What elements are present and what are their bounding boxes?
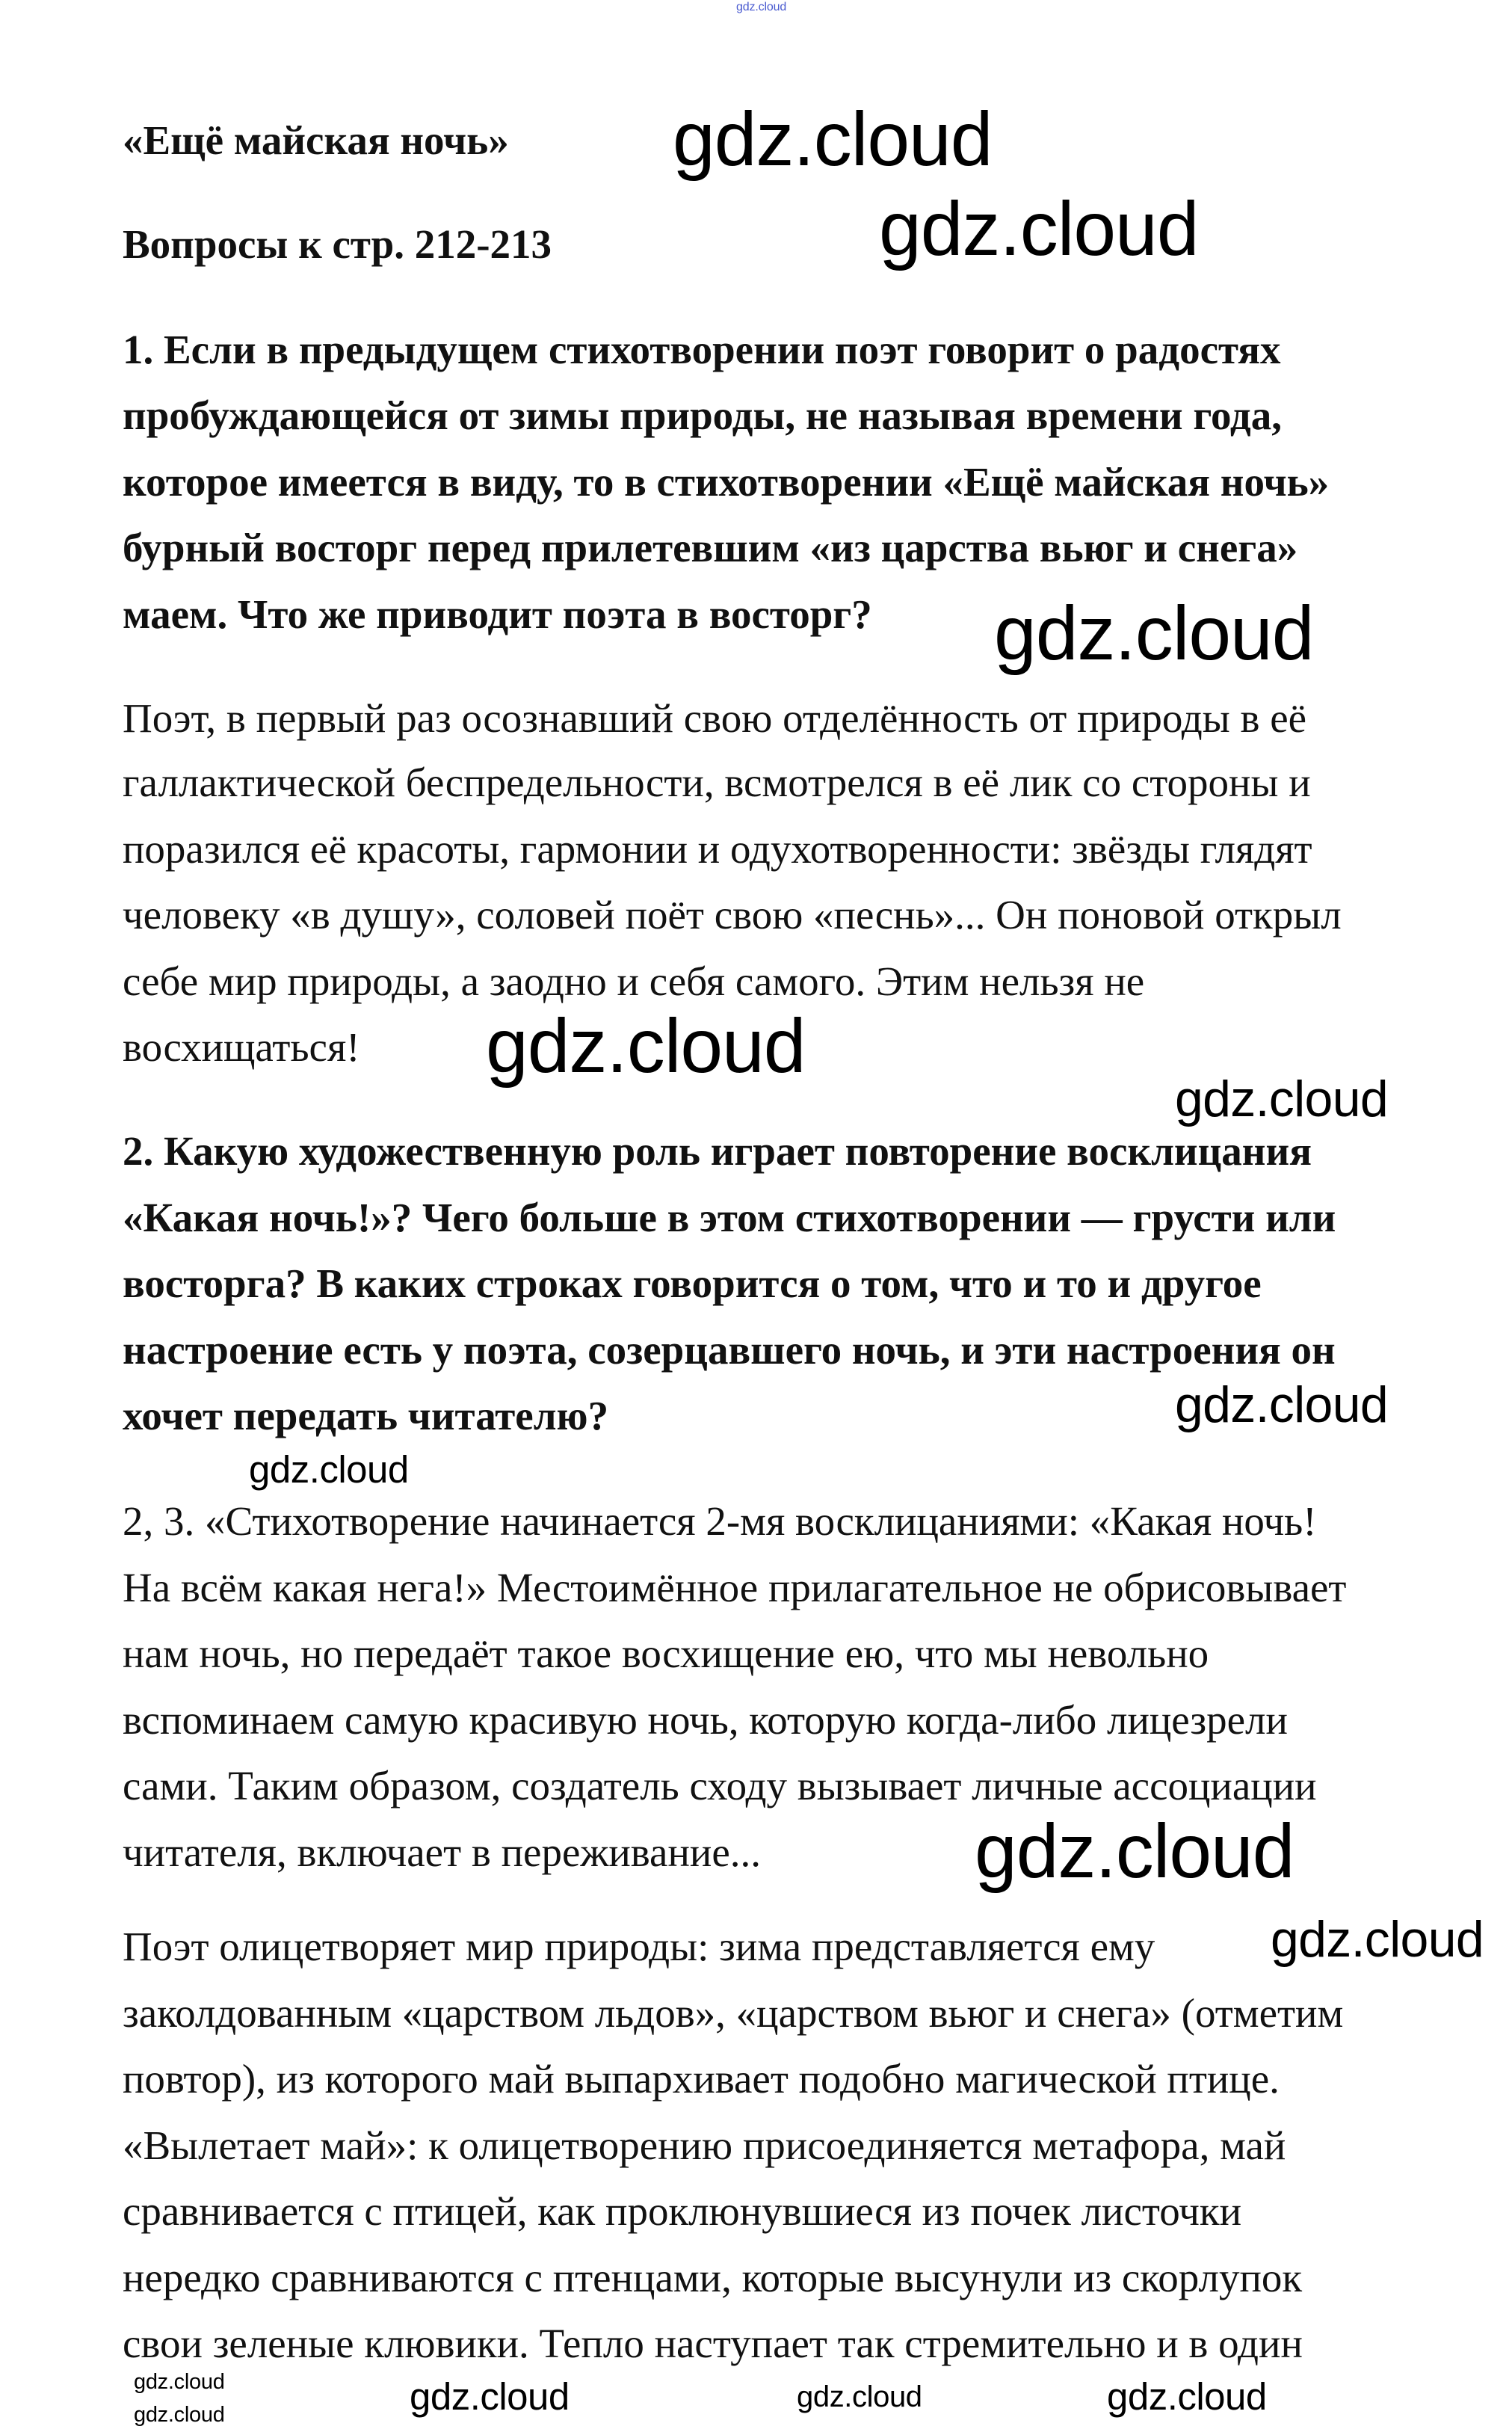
answer-3-line: свои зеленые клювики. Тепло наступает так стремительно и в один xyxy=(123,2321,1303,2366)
question-2-line: «Какая ночь!»? Чего больше в этом стихотворении — грусти или xyxy=(123,1195,1336,1240)
answer-2-line: читателя, включает в переживание... xyxy=(123,1829,761,1875)
watermark: gdz.cloud xyxy=(975,1808,1295,1894)
watermark: gdz.cloud xyxy=(1175,1071,1388,1127)
answer-3-line: Поэт олицетворяет мир природы: зима представляется ему xyxy=(123,1924,1155,1969)
answer-1-line: поразился её красоты, гармонии и одухотворенности: звёзды глядят xyxy=(123,826,1312,872)
question-1-line: 1. Если в предыдущем стихотворении поэт говорит о радостях xyxy=(123,327,1281,372)
document-title: «Ещё майская ночь» xyxy=(123,117,509,163)
watermark: gdz.cloud xyxy=(1175,1376,1388,1433)
watermark: gdz.cloud xyxy=(994,591,1314,676)
watermark: gdz.cloud xyxy=(134,2370,225,2394)
answer-2-line: сами. Таким образом, создатель сходу вызывает личные ассоциации xyxy=(123,1763,1317,1808)
watermark: gdz.cloud xyxy=(1271,1911,1484,1968)
watermark: gdz.cloud xyxy=(134,2403,225,2427)
watermark: gdz.cloud xyxy=(797,2380,922,2413)
question-2-line: 2. Какую художественную роль играет повторение восклицания xyxy=(123,1128,1312,1174)
watermark: gdz.cloud xyxy=(486,1003,806,1089)
answer-2-line: вспоминаем самую красивую ночь, которую когда-либо лицезрели xyxy=(123,1697,1288,1743)
answer-3-line: нередко сравниваются с птенцами, которые высунули из скорлупок xyxy=(123,2255,1303,2300)
answer-3-line: заколдованным «царством льдов», «царством вьюг и снега» (отметим xyxy=(123,1990,1344,2036)
answer-3-line: сравнивается с птицей, как проклюнувшиеся из почек листочки xyxy=(123,2188,1242,2234)
answer-3-line: повтор), из которого май выпархивает подобно магической птице. xyxy=(123,2056,1280,2102)
question-1-line: которое имеется в виду, то в стихотворении «Ещё майская ночь» xyxy=(123,459,1330,505)
question-2-line: хочет передать читателю? xyxy=(123,1393,609,1438)
watermark: gdz.cloud xyxy=(410,2375,570,2418)
watermark: gdz.cloud xyxy=(879,186,1199,271)
question-2-line: восторга? В каких строках говорится о том, что и то и другое xyxy=(123,1260,1262,1306)
watermark: gdz.cloud xyxy=(736,1,787,13)
question-2-line: настроение есть у поэта, созерцавшего ночь, и эти настроения он xyxy=(123,1327,1336,1373)
answer-1-line: человеку «в душу», соловей поёт свою «песнь»... Он поновой открыл xyxy=(123,892,1342,938)
answer-1-line: Поэт, в первый раз осознавший свою отделённость от природы в её xyxy=(123,695,1307,741)
question-1-line: бурный восторг перед прилетевшим «из царства вьюг и снега» xyxy=(123,525,1298,570)
answer-3-line: «Вылетает май»: к олицетворению присоединяется метафора, май xyxy=(123,2122,1286,2168)
watermark: gdz.cloud xyxy=(1107,2375,1267,2418)
answer-2-line: нам ночь, но передаёт такое восхищение ею, что мы невольно xyxy=(123,1631,1209,1676)
answer-2-line: 2, 3. «Стихотворение начинается 2-мя восклицаниями: «Какая ночь! xyxy=(123,1498,1317,1544)
question-1-line: пробуждающейся от зимы природы, не называя времени года, xyxy=(123,393,1282,438)
watermark: gdz.cloud xyxy=(249,1448,409,1491)
answer-1-line: галлактической беспредельности, всмотрелся в её лик со стороны и xyxy=(123,760,1311,805)
answer-2-line: На всём какая нега!» Местоимённое прилагательное не обрисовывает xyxy=(123,1565,1347,1610)
section-heading: Вопросы к стр. 212-213 xyxy=(123,221,552,267)
answer-1-line: себе мир природы, а заодно и себя самого. Этим нельзя не xyxy=(123,958,1145,1004)
watermark: gdz.cloud xyxy=(673,96,993,182)
answer-1-line: восхищаться! xyxy=(123,1024,360,1070)
question-1-line: маем. Что же приводит поэта в восторг? xyxy=(123,591,872,637)
